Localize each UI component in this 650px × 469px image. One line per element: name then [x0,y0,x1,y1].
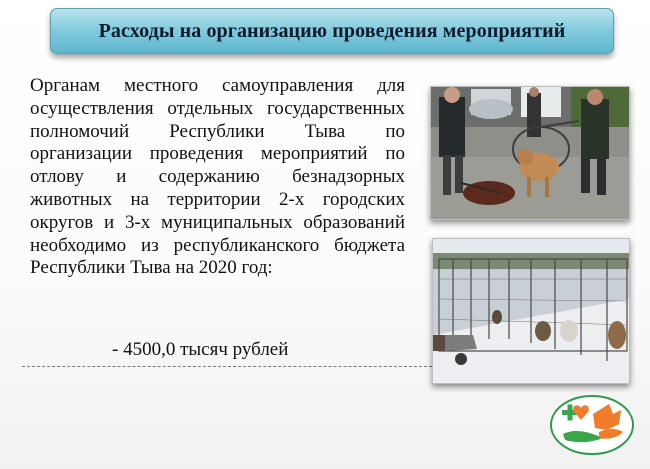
photo-catching-stray-dog [430,86,630,220]
amount-text: - 4500,0 тысяч рублей [112,339,289,360]
body-paragraph: Органам местного самоуправления для осуществления отдельных государственных полномочий Республики Тыва по организации проведения мероприятий по отлову и содержанию безнадзорных животных на территории 2-х городских округов и 3-х муниципальных образований необходимо из республиканского бюджета Республики Тыва на 2020 год: [30,75,405,279]
dashed-divider [22,366,432,367]
title-banner [50,8,614,54]
photo-dog-shelter-cages [432,238,630,384]
page-title: Расходы на организацию проведения мероприятий [98,19,566,42]
animal-care-logo [549,394,635,456]
